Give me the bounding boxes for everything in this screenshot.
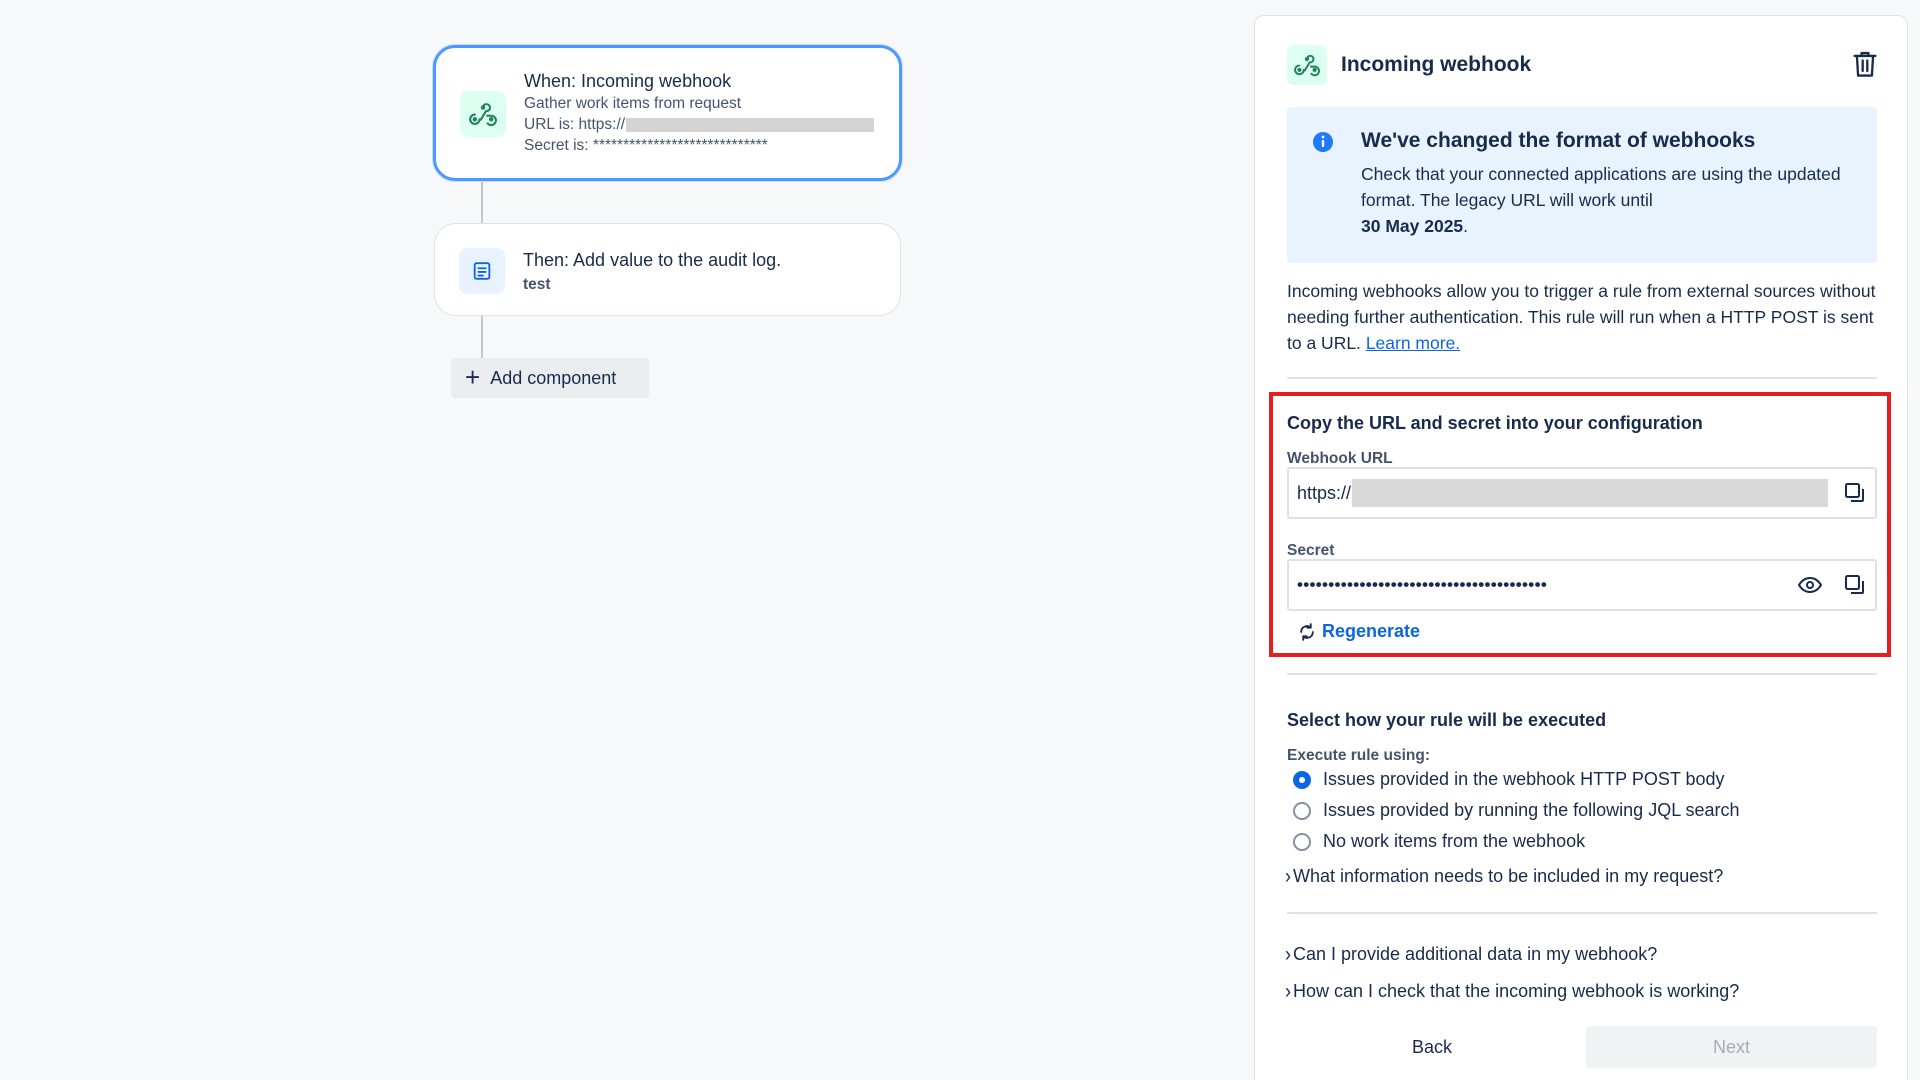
connector-line [481, 181, 483, 223]
webhook-url-prefix: https:// [1297, 482, 1352, 503]
execute-rule-label: Execute rule using: [1287, 747, 1430, 764]
info-body [1361, 161, 1857, 239]
radio-label: Issues provided by running the following JQL search [1323, 800, 1740, 820]
secret-masked: •••••••••••••••••••••••••••••••••••••••• [1297, 575, 1548, 594]
info-date-suffix: . [1463, 216, 1469, 236]
redacted-url [1352, 479, 1828, 507]
trigger-url [524, 114, 875, 135]
info-icon [1311, 130, 1335, 159]
plus-icon: + [465, 362, 481, 392]
trigger-description: Gather work items from request [524, 95, 742, 112]
trigger-node[interactable] [433, 45, 902, 181]
radio-button[interactable] [1293, 833, 1311, 851]
redacted-url [626, 118, 874, 132]
action-node[interactable] [434, 223, 901, 316]
webhook-icon [1287, 45, 1327, 85]
eye-icon[interactable] [1797, 573, 1823, 602]
add-component-label: Add component [490, 367, 617, 388]
add-component-button[interactable] [451, 358, 649, 398]
trash-icon[interactable] [1851, 49, 1879, 84]
radio-option-jql[interactable] [1293, 800, 1740, 821]
radio-option-post-body[interactable] [1293, 769, 1725, 790]
divider [1287, 912, 1877, 914]
radio-label: Issues provided in the webhook HTTP POST body [1323, 769, 1725, 789]
regenerate-label: Regenerate [1322, 621, 1421, 641]
config-panel [1254, 15, 1908, 1080]
audit-log-icon [459, 248, 505, 294]
execute-section-title: Select how your rule will be executed [1287, 710, 1607, 730]
faq-check-working[interactable] [1285, 978, 1740, 1003]
next-button[interactable]: Next [1586, 1026, 1877, 1068]
trigger-title: When: Incoming webhook [524, 71, 732, 91]
copy-icon[interactable] [1843, 481, 1867, 510]
webhook-url-label: Webhook URL [1287, 450, 1393, 467]
action-value: test [523, 276, 551, 293]
chevron-right-icon: › [1285, 941, 1291, 966]
faq-label: What information needs to be included in my request? [1293, 866, 1724, 886]
radio-button[interactable] [1293, 771, 1311, 789]
faq-request-info[interactable] [1285, 863, 1724, 888]
connector-line [481, 316, 483, 358]
panel-title: Incoming webhook [1341, 53, 1532, 76]
copy-section-title: Copy the URL and secret into your configuration [1287, 413, 1703, 433]
radio-label: No work items from the webhook [1323, 831, 1586, 851]
divider [1287, 377, 1877, 379]
learn-more-link[interactable]: Learn more. [1365, 333, 1461, 353]
faq-additional-data[interactable] [1285, 941, 1658, 966]
description-text: Incoming webhooks allow you to trigger a rule from external sources without needing further authentication. This rule will run when a HTTP POST is sent to a URL. [1287, 281, 1876, 353]
info-title: We've changed the format of webhooks [1361, 129, 1756, 152]
webhook-url-field[interactable] [1287, 467, 1877, 519]
secret-field[interactable] [1287, 559, 1877, 611]
radio-button[interactable] [1293, 802, 1311, 820]
back-button[interactable]: Back [1411, 1036, 1453, 1057]
info-text: Check that your connected applications are using the updated format. The legacy URL will work until [1361, 164, 1841, 210]
info-banner [1287, 107, 1877, 263]
refresh-icon [1297, 622, 1317, 642]
action-title: Then: Add value to the audit log. [523, 250, 782, 270]
panel-header [1287, 45, 1883, 85]
trigger-secret: Secret is: ***************************** [524, 137, 768, 154]
radio-option-none[interactable] [1293, 831, 1585, 852]
info-date: 30 May 2025 [1361, 216, 1464, 236]
chevron-right-icon: › [1285, 863, 1291, 888]
webhook-description [1287, 278, 1887, 356]
chevron-right-icon: › [1285, 978, 1291, 1003]
faq-label: How can I check that the incoming webhook is working? [1293, 981, 1740, 1001]
faq-label: Can I provide additional data in my webhook? [1293, 944, 1658, 964]
webhook-icon [460, 91, 506, 137]
trigger-url-prefix: URL is: https:// [524, 116, 626, 133]
secret-label: Secret [1287, 542, 1335, 559]
divider [1287, 673, 1877, 675]
regenerate-button[interactable] [1297, 621, 1420, 642]
copy-icon[interactable] [1843, 573, 1867, 602]
